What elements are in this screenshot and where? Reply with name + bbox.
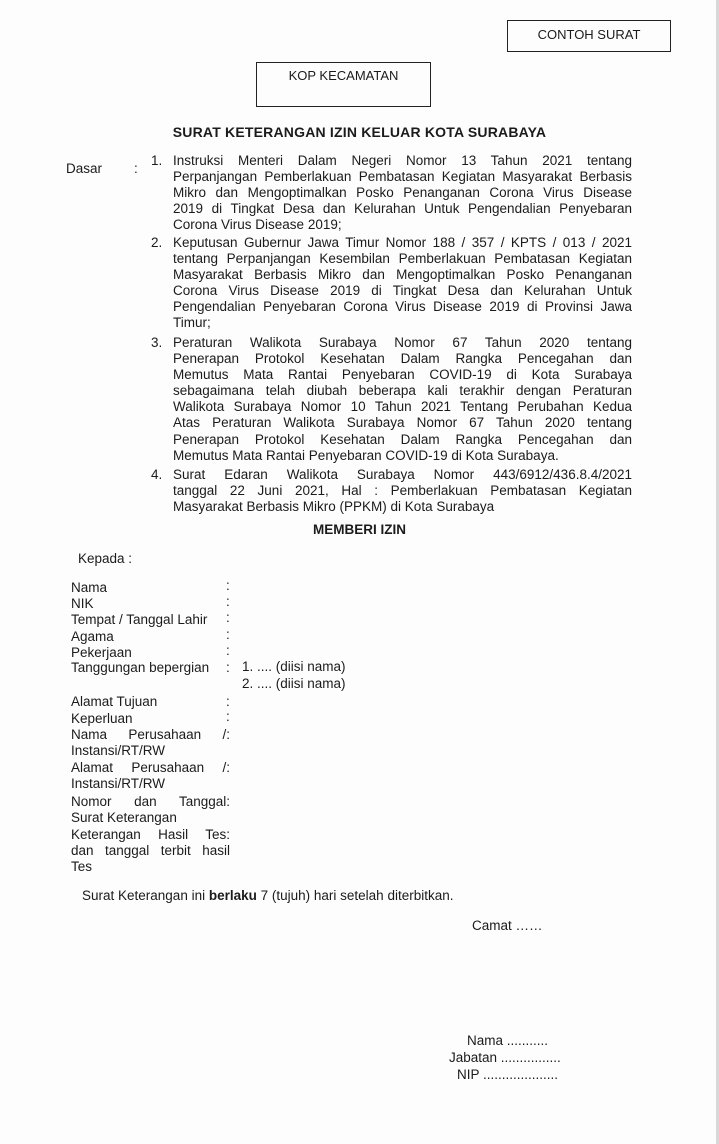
item-number: 2. [151,235,163,250]
item-number: 3. [151,335,163,350]
tanggungan-value-1: 1. .... (diisi nama) [242,659,346,674]
nik-colon: : [226,594,230,609]
alamat-tujuan-label: Alamat Tujuan [71,694,158,709]
agama-label: Agama [71,629,114,644]
hasil-tes-line-3: Tes [71,859,93,874]
nomor-surat-label [71,794,230,826]
tanggungan-label: Tanggungan bepergian [71,660,210,675]
item-line: Corona Virus Disease 2019; [173,217,342,233]
camat-label: Camat …… [472,918,543,933]
keperluan-label: Keperluan [71,711,133,726]
item-line: Masyarakat Berbasis Mikro dan Mengoptimalkan Posko Penanganan [173,267,632,283]
item-line: tentang Perpanjangan Kesembilan Pemberlakuan Pembatasan Kegiatan [173,251,632,267]
kepada-label: Kepada : [78,551,133,566]
item-number: 1. [151,153,163,168]
item-line: 2019 di Tingkat Desa dan Kelurahan Untuk Pengendalian Penyebaran [173,201,632,217]
perusahaan-label [71,727,230,759]
signature-nama: Nama ........... [467,1033,549,1048]
item-line: Memutus Mata Rantai Penyebaran COVID-19 di Kota Surabaya [173,367,632,383]
signature-jabatan: Jabatan ................ [449,1050,561,1065]
alamat-perusahaan-line-2: Instansi/RT/RW [71,776,166,791]
alamat-perusahaan-label [71,760,230,792]
item-number: 4. [151,467,163,482]
validity-bold: berlaku [208,888,257,903]
nomor-surat-line-1: Nomor dan Tanggal: [71,794,230,809]
hasil-tes-line-1: Keterangan Hasil Tes: [71,827,230,842]
nik-label: NIK [71,596,94,611]
item-line: Timur; [173,315,211,331]
dasar-item-2 [151,235,632,332]
item-line: Atas Peraturan Walikota Surabaya Nomor 67 Tahun 2020 tentang [173,415,632,431]
item-line: Penerapan Protokol Kesehatan Dalam Rangka Pencegahan dan [173,351,632,367]
memberi-izin-heading: MEMBERI IZIN [313,522,406,537]
letter-title: SURAT KETERANGAN IZIN KELUAR KOTA SURABAYA [172,124,547,140]
agama-colon: : [226,627,230,642]
item-line: Masyarakat Berbasis Mikro (PPKM) di Kota Surabaya [173,499,495,515]
contoh-surat-label: CONTOH SURAT [537,27,641,42]
dasar-item-4 [151,467,632,515]
item-line: Pengendalian Penyebaran Corona Virus Disease 2019 di Provinsi Jawa [173,299,632,315]
item-line: Surat Edaran Walikota Surabaya Nomor 443/6912/436.8.4/2021 [173,467,632,482]
dasar-label: Dasar [66,161,103,176]
nomor-surat-line-2: Surat Keterangan [71,810,177,825]
kop-kecamatan-box [256,62,431,107]
dasar-item-1 [151,153,632,233]
kop-kecamatan-label: KOP KECAMATAN [288,68,399,83]
item-line: Mikro dan Mengoptimalkan Posko Penanganan Corona Virus Disease [173,185,632,201]
item-line: sebagaimana telah diubah beberapa kali terakhir dengan Peraturan [173,383,632,399]
item-line: Perpanjangan Pemberlakuan Pembatasan Kegiatan Masyarakat Berbasis [173,169,632,185]
keperluan-colon: : [226,709,230,724]
ttl-label: Tempat / Tanggal Lahir [71,612,208,627]
item-line: Corona Virus Disease 2019 di Tingkat Desa dan Kelurahan Untuk [173,283,632,299]
nama-colon: : [226,578,230,593]
item-line: Penerapan Protokol Kesehatan Dalam Rangka Pencegahan dan [173,431,632,447]
tanggungan-colon: : [226,660,230,675]
signature-nip: NIP .................... [457,1067,559,1082]
perusahaan-label-line-2: Instansi/RT/RW [71,743,166,758]
perusahaan-label-line-1: Nama Perusahaan /: [71,727,230,742]
item-line: Memutus Mata Rantai Penyebaran COVID-19 di Kota Surabaya. [173,447,559,463]
hasil-tes-label [71,827,230,875]
item-line: Peraturan Walikota Surabaya Nomor 67 Tahun 2020 tentang [173,335,632,350]
validity-text-before: Surat Keterangan ini [82,888,209,903]
validity-text-after: 7 (tujuh) hari setelah diterbitkan. [256,888,454,903]
dasar-item-3 [151,335,632,464]
contoh-surat-box [507,20,671,52]
alamat-tujuan-colon: : [226,694,230,709]
hasil-tes-line-2: dan tanggal terbit hasil [71,843,230,858]
nama-label: Nama [71,580,108,595]
item-line: Instruksi Menteri Dalam Negeri Nomor 13 Tahun 2021 tentang [173,153,632,168]
dasar-colon: : [134,161,138,176]
pekerjaan-label: Pekerjaan [71,645,132,660]
alamat-perusahaan-line-1: Alamat Perusahaan /: [71,760,230,775]
pekerjaan-colon: : [226,643,230,658]
item-line: Walikota Surabaya Nomor 10 Tahun 2021 Tentang Perubahan Kedua [173,399,632,415]
validity-statement [82,888,453,903]
item-line: tanggal 22 Juni 2021, Hal : Pemberlakuan Pembatasan Kegiatan [173,483,632,499]
ttl-colon: : [226,610,230,625]
item-line: Keputusan Gubernur Jawa Timur Nomor 188 / 357 / KPTS / 013 / 2021 [173,235,632,250]
tanggungan-value-2: 2. .... (diisi nama) [242,676,346,691]
